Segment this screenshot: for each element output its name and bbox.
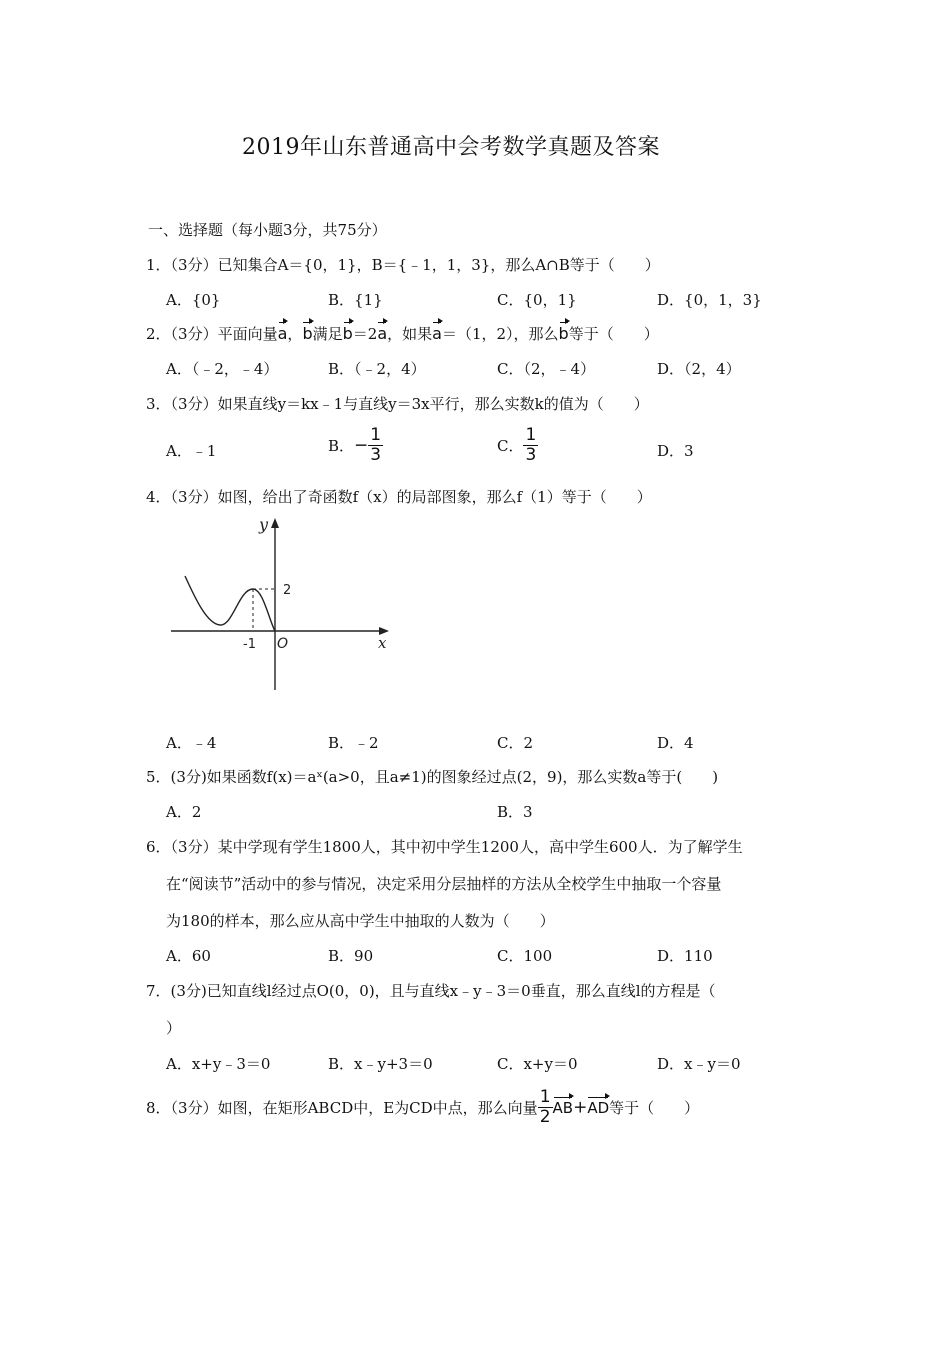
question-3	[146, 393, 649, 414]
minus-sign: −	[354, 435, 369, 456]
q1-option-a: A．{0}	[166, 291, 221, 309]
plus-sign: +	[573, 1097, 588, 1118]
question-number: 2．	[146, 325, 171, 343]
fraction	[523, 426, 538, 465]
fraction-numerator: 1	[525, 425, 537, 445]
question-number: 8．	[146, 1099, 171, 1117]
x-axis-label: x	[378, 634, 387, 652]
question-text: 等于（ ）	[609, 1099, 700, 1117]
question-text-part: ＝2	[352, 325, 378, 343]
question-score: （3分）	[170, 838, 218, 856]
q5-option-a: A．2	[166, 803, 202, 821]
fraction-numerator: 1	[539, 1087, 551, 1107]
q6-option-c: C．100	[497, 947, 553, 965]
question-text-line-1: 某中学现有学生1800人，其中初中学生1200人，高中学生600人．为了解学生	[217, 838, 743, 856]
question-7	[146, 980, 716, 1001]
question-text: 如图，在矩形ABCD中，E为CD中点，那么向量	[217, 1099, 538, 1117]
vector-ad: AD	[587, 1098, 610, 1117]
fraction	[368, 426, 383, 465]
vector-b: b	[342, 324, 353, 343]
question-score: （3分）	[170, 1099, 218, 1117]
page-title: 2019年山东普通高中会考数学真题及答案	[242, 135, 660, 160]
odd-function-graph	[165, 512, 400, 697]
question-score: (3分)	[170, 768, 207, 786]
y-axis-arrow	[271, 518, 279, 528]
vector-b: b	[302, 324, 313, 343]
q5-option-b: B．3	[497, 803, 533, 821]
question-4	[146, 486, 652, 507]
vector-b: b	[558, 324, 569, 343]
question-text: 如果直线y＝kx﹣1与直线y＝3x平行，那么实数k的值为（ ）	[217, 395, 649, 413]
question-text-line-2: 在“阅读节”活动中的参与情况，决定采用分层抽样的方法从全校学生中抽取一个容量	[166, 875, 722, 893]
q2-option-c: C．（2，﹣4）	[497, 360, 596, 378]
question-number: 4．	[146, 488, 171, 506]
question-number: 5．	[146, 768, 171, 786]
q4-option-c: C．2	[497, 734, 534, 752]
q4-option-a: A．﹣4	[166, 734, 217, 752]
question-text-part: ＝（1，2），那么	[441, 325, 559, 343]
q2-option-b: B．（﹣2，4）	[328, 360, 426, 378]
question-text-part: 平面向量	[217, 325, 278, 343]
q3-option-d: D．3	[657, 442, 694, 460]
question-text-continuation: ）	[166, 1019, 182, 1037]
question-score: （3分）	[170, 325, 218, 343]
q3-option-a: A．﹣1	[166, 442, 217, 460]
question-number: 6．	[146, 838, 171, 856]
x-tick-label: -1	[243, 637, 256, 652]
question-6	[146, 836, 743, 857]
q6-option-a: A．60	[166, 947, 211, 965]
question-text-part: 等于（ ）	[568, 325, 659, 343]
question-8	[146, 1088, 699, 1127]
question-text: 已知直线l经过点O(0，0)，且与直线x﹣y﹣3＝0垂直，那么直线l的方程是（	[206, 982, 716, 1000]
fraction-denominator: 3	[370, 445, 382, 465]
fraction-one-half	[538, 1088, 553, 1127]
question-text: 已知集合A＝{0，1}，B＝{﹣1，1，3}，那么A∩B等于（ ）	[217, 256, 660, 274]
question-number: 7．	[146, 982, 171, 1000]
question-number: 1．	[146, 256, 171, 274]
question-5	[146, 766, 718, 787]
question-text: 如图，给出了奇函数f（x）的局部图象，那么f（1）等于（ ）	[217, 488, 652, 506]
section-header: 一、选择题（每小题3分，共75分）	[148, 221, 387, 239]
vector-a: a	[432, 324, 442, 343]
q6-option-d: D．110	[657, 947, 713, 965]
q7-option-a: A．x+y﹣3＝0	[166, 1055, 271, 1073]
q3-option-c	[497, 426, 538, 465]
option-label: B．	[328, 437, 355, 455]
vector-a: a	[377, 324, 388, 343]
question-text-part: ，	[287, 325, 303, 343]
origin-label: O	[277, 636, 289, 652]
q4-option-d: D．4	[657, 734, 694, 752]
q7-option-b: B．x﹣y+3＝0	[328, 1055, 433, 1073]
function-curve	[185, 576, 275, 631]
vector-ab: AB	[552, 1098, 574, 1117]
q3-option-b	[328, 426, 383, 465]
question-text-part: ，如果	[387, 325, 433, 343]
y-tick-label: 2	[283, 583, 292, 598]
q2-option-d: D．（2，4）	[657, 360, 741, 378]
question-number: 3．	[146, 395, 171, 413]
q7-option-d: D．x﹣y＝0	[657, 1055, 741, 1073]
question-text-part: 满足	[312, 325, 343, 343]
question-2	[146, 323, 659, 344]
q1-option-b: B．{1}	[328, 291, 383, 309]
y-axis-label: y	[259, 515, 269, 534]
q1-option-d: D．{0，1，3}	[657, 291, 762, 309]
fraction-denominator: 2	[539, 1107, 551, 1127]
fraction-denominator: 3	[525, 445, 537, 465]
question-score: （3分）	[170, 395, 218, 413]
q7-option-c: C．x+y＝0	[497, 1055, 578, 1073]
q2-option-a: A．（﹣2，﹣4）	[166, 360, 279, 378]
question-score: （3分）	[170, 256, 218, 274]
question-text: 如果函数f(x)＝aˣ(a>0，且a≠1)的图象经过点(2，9)，那么实数a等于( )	[206, 768, 719, 786]
option-label: C．	[497, 437, 524, 455]
q6-option-b: B．90	[328, 947, 374, 965]
q4-option-b: B．﹣2	[328, 734, 379, 752]
fraction-numerator: 1	[370, 425, 382, 445]
question-text-line-3: 为180的样本，那么应从高中学生中抽取的人数为（ ）	[166, 912, 555, 930]
question-score: （3分）	[170, 488, 218, 506]
question-score: (3分)	[170, 982, 207, 1000]
vector-a: a	[277, 324, 288, 343]
question-1	[146, 254, 660, 275]
q1-option-c: C．{0，1}	[497, 291, 577, 309]
